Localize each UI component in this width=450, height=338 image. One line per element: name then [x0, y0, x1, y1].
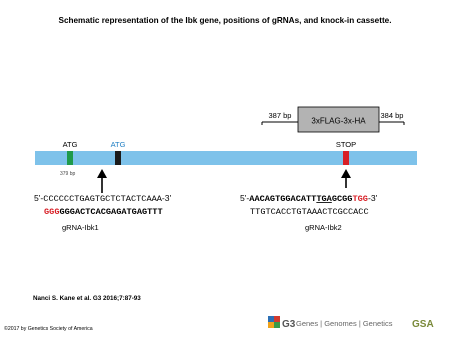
- knock-in-cassette: [262, 107, 404, 132]
- g3-journal-logo: [268, 316, 393, 330]
- citation: Nanci S. Kane et al. G3 2016;7:87-93: [33, 295, 141, 302]
- grna2-name: gRNA-Ibk2: [305, 223, 342, 232]
- stop-marker: [343, 151, 349, 165]
- grna2-sense: 5'-AACAGTGGACATTTGAGCGGTGG-3': [240, 193, 378, 204]
- grna2-cut-arrow: [341, 169, 351, 188]
- atg2-marker: [115, 151, 121, 165]
- figure-title: Schematic representation of the Ibk gene, positions of gRNAs, and knock-in cassette.: [58, 16, 392, 25]
- left-arm-label: 387 bp: [268, 111, 292, 120]
- grna1-name: gRNA-Ibk1: [62, 223, 99, 232]
- atg1-label: ATG: [62, 140, 78, 149]
- right-arm-label: 384 bp: [380, 111, 404, 120]
- grna2-antisense: TTGTCACCTGTAAACTCGCCACC: [250, 207, 369, 217]
- grna1-sense: 5'-CCCCCCTGAGTGCTCTACTCAAA-3': [34, 193, 172, 204]
- gsa-logo: GSA: [412, 319, 434, 330]
- gene-bar: [35, 151, 417, 165]
- atg1-marker: [67, 151, 73, 165]
- cassette-label: 3xFLAG-3x-HA: [311, 116, 366, 126]
- stop-label: STOP: [335, 140, 357, 149]
- copyright: ©2017 by Genetics Society of America: [4, 326, 93, 332]
- distance-label: 379 bp: [60, 171, 76, 177]
- grna1-cut-arrow: [97, 169, 107, 193]
- g3-mark: G3: [282, 319, 296, 330]
- grna1-antisense: GGGGGGACTCACGAGATGAGTTT: [44, 207, 163, 217]
- atg2-label: ATG: [110, 140, 126, 149]
- journal-wordmark: Genes | Genomes | Genetics: [296, 319, 393, 328]
